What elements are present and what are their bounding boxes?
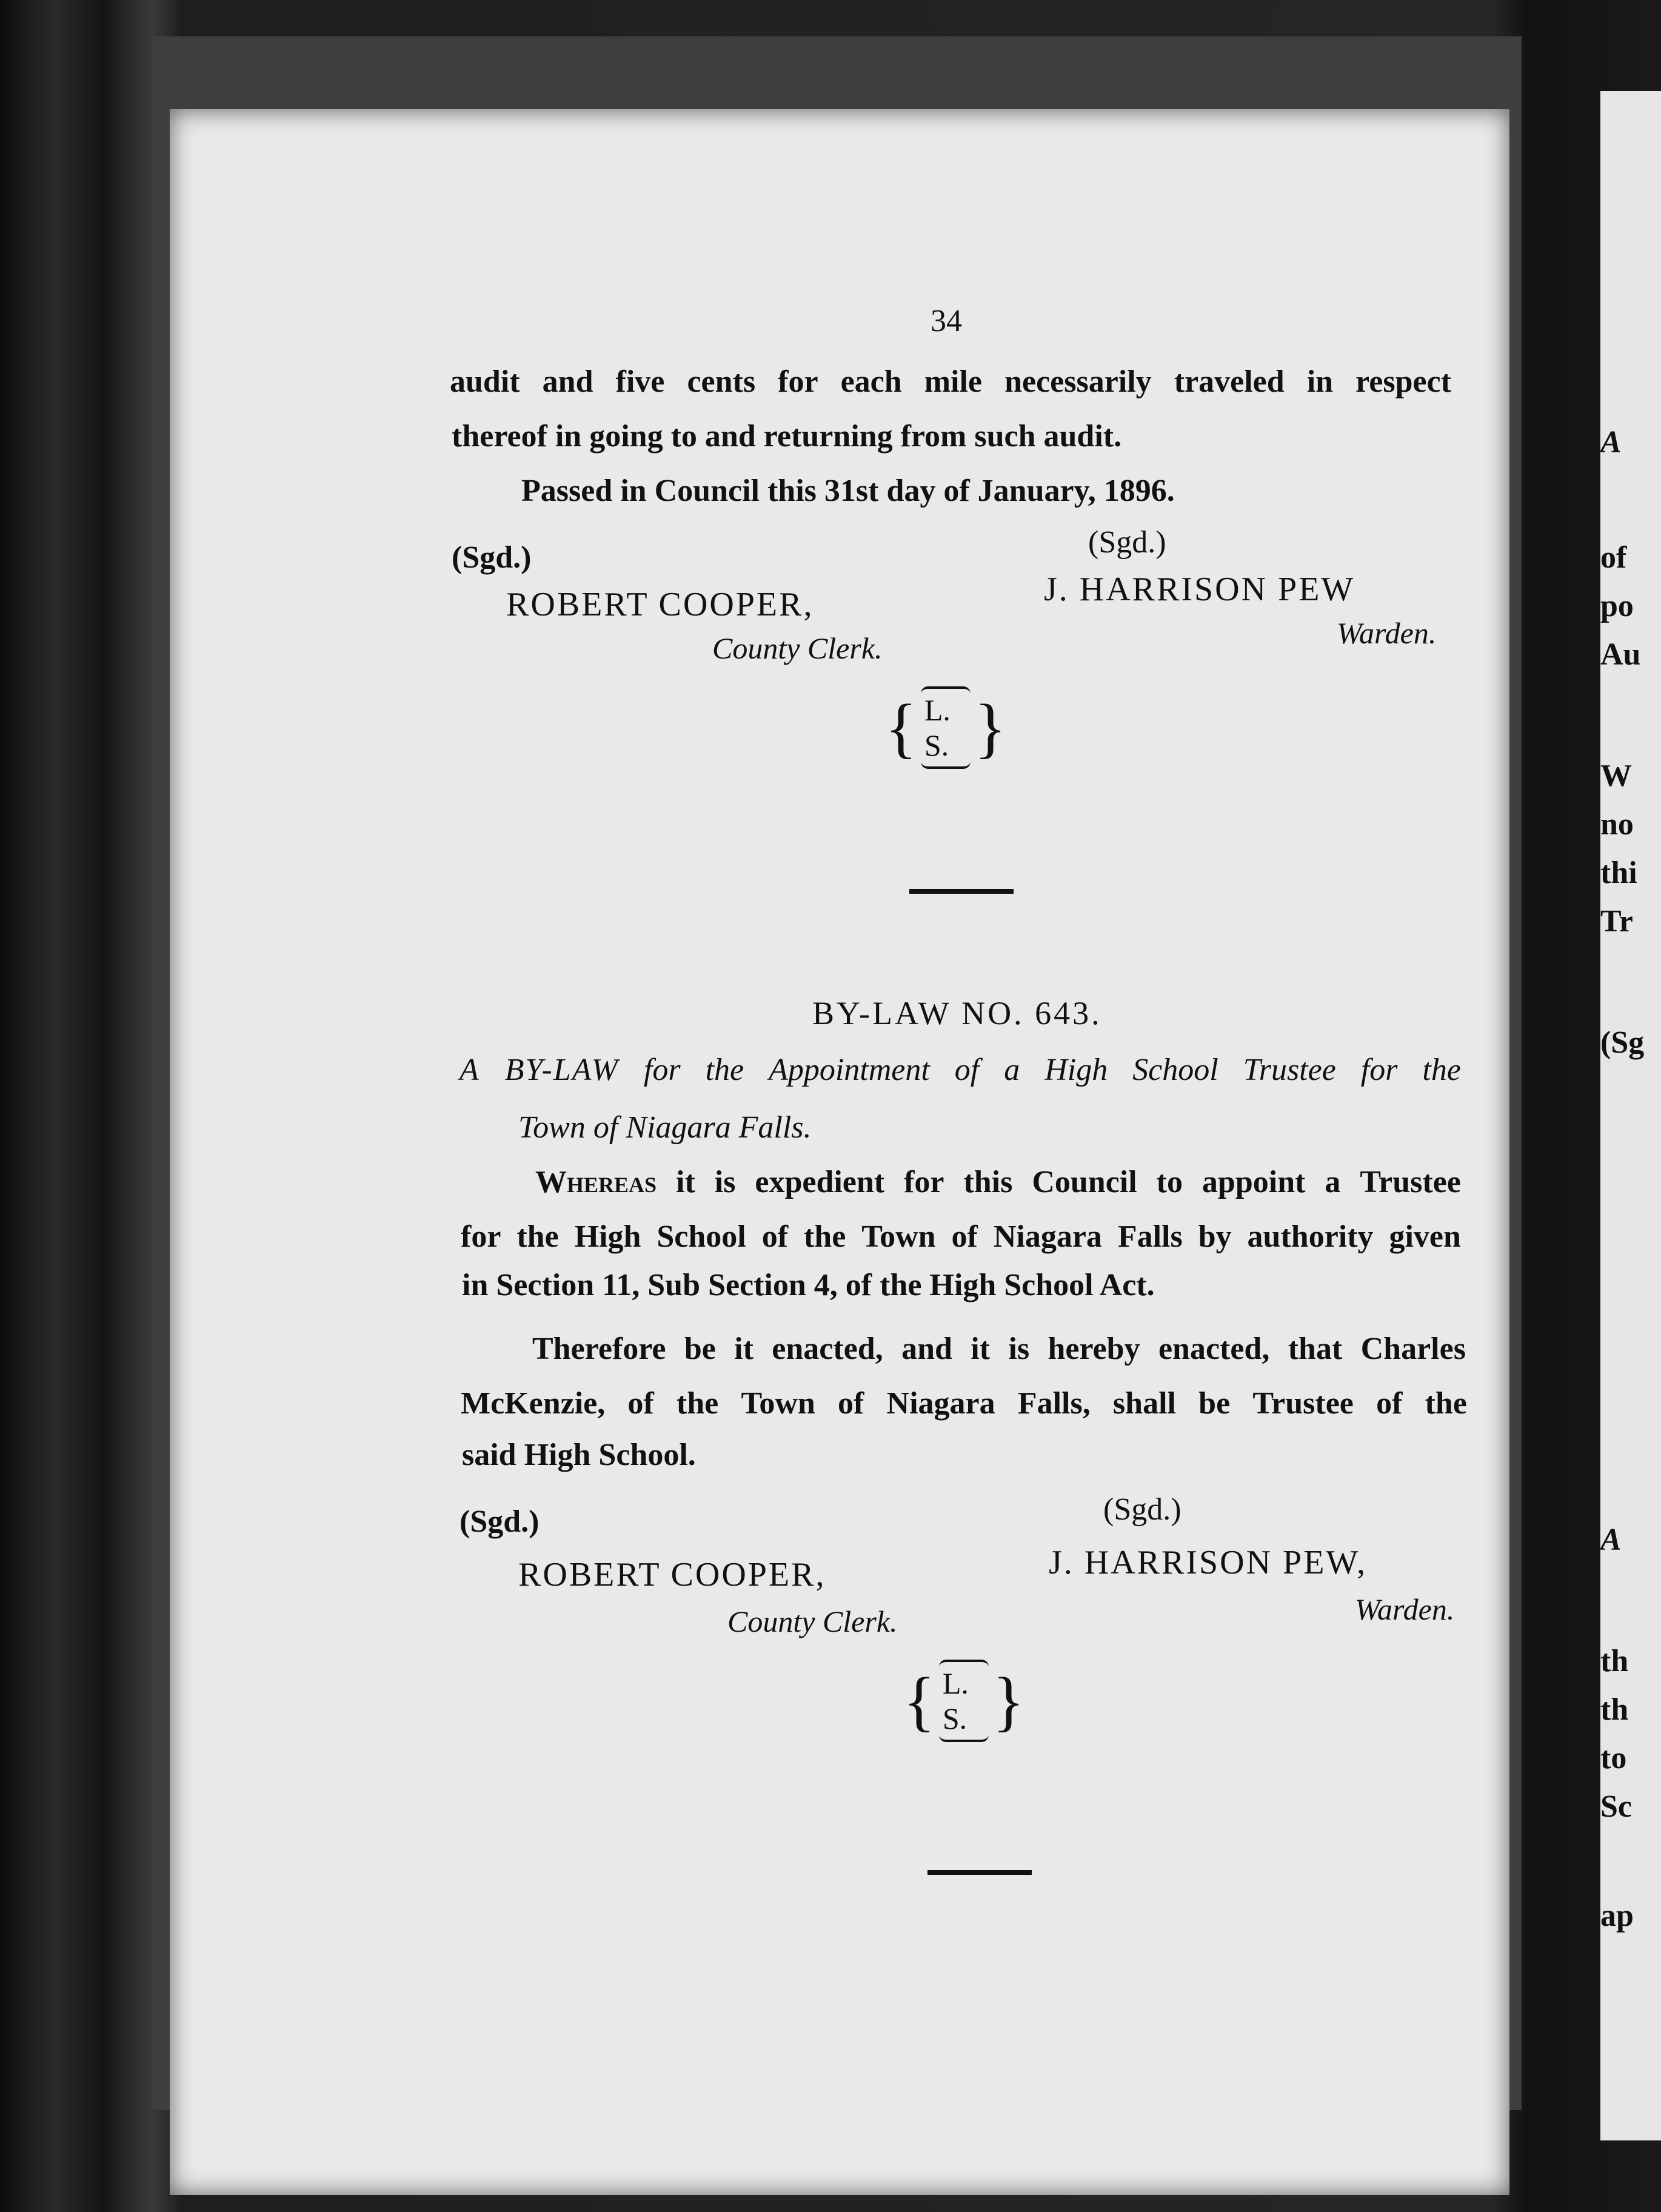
word: respect (1355, 364, 1451, 399)
word: School (1132, 1053, 1218, 1087)
word: a (1325, 1165, 1341, 1199)
word: it (734, 1332, 754, 1366)
word: be (684, 1332, 716, 1366)
word: the (803, 1219, 846, 1254)
word: necessarily (1004, 364, 1152, 399)
left-signatory-name: ROBERT COOPER, (518, 1556, 826, 1594)
adjacent-fragment: th (1600, 1692, 1629, 1727)
right-sgd-label: (Sgd.) (1088, 525, 1166, 560)
adjacent-fragment: ap (1600, 1899, 1634, 1933)
word: for (643, 1053, 681, 1087)
word: the (1425, 1386, 1467, 1421)
word: each (840, 364, 902, 399)
word: five (615, 364, 665, 399)
word: Town (741, 1386, 815, 1421)
word: Trustee (1360, 1165, 1461, 1199)
word: Trustee (1243, 1053, 1336, 1087)
bylaw-title: BY-LAW NO. 643. (812, 995, 1102, 1031)
bylaw-subtitle-line-2: Town of Niagara Falls. (518, 1110, 812, 1145)
word: hereby (1048, 1332, 1140, 1366)
seal-ls (903, 1664, 1024, 1737)
right-signatory-title: Warden. (1355, 1592, 1455, 1626)
word: cents (687, 364, 756, 399)
word: this (963, 1165, 1013, 1199)
adjacent-fragment: Sc (1600, 1789, 1632, 1824)
word: it (676, 1165, 695, 1199)
left-signatory-title: County Clerk. (712, 631, 883, 665)
therefore-line-3: said High School. (462, 1438, 696, 1472)
whereas-line-3: in Section 11, Sub Section 4, of the High School Act. (462, 1268, 1155, 1302)
section-divider (909, 889, 1014, 894)
continuation-line-1 (450, 364, 1451, 400)
left-signatory-name: ROBERT COOPER, (506, 586, 814, 623)
word: in (1306, 364, 1334, 399)
right-sgd-label: (Sgd.) (1103, 1492, 1181, 1527)
word: to (1156, 1165, 1183, 1199)
left-sgd-label: (Sgd.) (460, 1504, 540, 1539)
word: by (1198, 1219, 1232, 1254)
word: BY-LAW (504, 1053, 619, 1087)
word: expedient (755, 1165, 885, 1199)
adjacent-fragment: no (1600, 807, 1634, 842)
word: High (574, 1219, 641, 1254)
whereas-lead: Whereas (535, 1165, 657, 1199)
word: for (1360, 1053, 1398, 1087)
adjacent-fragment: W (1600, 759, 1632, 793)
word: the (705, 1053, 744, 1087)
word: Therefore (532, 1332, 666, 1366)
seal-open-brace: { (903, 1664, 935, 1738)
word: McKenzie, (461, 1386, 606, 1421)
seal-close-brace: } (974, 691, 1006, 765)
word: of (1376, 1386, 1403, 1421)
word: the (1422, 1053, 1461, 1087)
word: be (1198, 1386, 1231, 1421)
word: Appointment (769, 1053, 930, 1087)
adjacent-fragment: (Sg (1600, 1025, 1645, 1060)
word: of (954, 1053, 980, 1087)
word: it (971, 1332, 991, 1366)
adjacent-fragment: thi (1600, 856, 1637, 890)
word: a (1004, 1053, 1020, 1087)
word: Niagara (993, 1219, 1102, 1254)
adjacent-fragment: th (1600, 1644, 1629, 1678)
left-sgd-label: (Sgd.) (452, 540, 532, 575)
seal-text: L. S. (939, 1660, 989, 1742)
word: traveled (1174, 364, 1285, 399)
adjacent-fragment: Au (1600, 637, 1641, 672)
word: High (1044, 1053, 1108, 1087)
adjacent-fragment: po (1600, 589, 1634, 623)
section-divider (927, 1870, 1032, 1875)
passed-in-council-line: Passed in Council this 31st day of January, 1896. (521, 474, 1175, 508)
continuation-line-2: thereof in going to and returning from such audit. (452, 419, 1122, 454)
adjacent-fragment: of (1600, 540, 1627, 575)
right-signatory-name: J. HARRISON PEW (1044, 571, 1355, 608)
word: of (627, 1386, 654, 1421)
bylaw-subtitle-line-1 (460, 1052, 1461, 1088)
therefore-line-2 (461, 1386, 1467, 1421)
word: for (904, 1165, 944, 1199)
word: is (714, 1165, 736, 1199)
word: appoint (1201, 1165, 1306, 1199)
word: Town (861, 1219, 936, 1254)
word: Falls, (1017, 1386, 1091, 1421)
word: given (1389, 1219, 1461, 1254)
adjacent-fragment: A (1600, 1523, 1622, 1557)
word: audit (450, 364, 520, 399)
word: Council (1032, 1165, 1137, 1199)
word: and (901, 1332, 952, 1366)
adjacent-fragment: A (1600, 425, 1622, 460)
therefore-line-1 (532, 1331, 1466, 1367)
whereas-line-1 (535, 1164, 1461, 1200)
left-signatory-title: County Clerk. (727, 1604, 898, 1638)
adjacent-page (1600, 91, 1661, 2140)
whereas-line-2 (461, 1219, 1461, 1255)
seal-text: L. S. (921, 686, 971, 769)
word: of (951, 1219, 978, 1254)
word: Niagara (886, 1386, 995, 1421)
word: Falls (1117, 1219, 1183, 1254)
right-signatory-name: J. HARRISON PEW, (1049, 1544, 1368, 1581)
word: and (542, 364, 593, 399)
adjacent-fragment: Tr (1600, 904, 1633, 939)
word: mile (924, 364, 983, 399)
page-number: 34 (931, 304, 962, 338)
word: the (676, 1386, 719, 1421)
word: the (516, 1219, 559, 1254)
word: shall (1112, 1386, 1176, 1421)
word: A (460, 1053, 480, 1087)
word: authority (1247, 1219, 1374, 1254)
adjacent-fragment: to (1600, 1741, 1627, 1775)
word: for (778, 364, 818, 399)
word: is (1008, 1332, 1030, 1366)
word: of (838, 1386, 864, 1421)
word: of (761, 1219, 789, 1254)
word: School (657, 1219, 746, 1254)
word: for (461, 1219, 501, 1254)
seal-close-brace: } (992, 1664, 1024, 1738)
seal-open-brace: { (885, 691, 917, 765)
seal-ls (885, 691, 1006, 764)
word: Trustee (1252, 1386, 1354, 1421)
word: that (1288, 1332, 1343, 1366)
word: enacted, (1158, 1332, 1270, 1366)
word: enacted, (772, 1332, 883, 1366)
word: Charles (1360, 1332, 1466, 1366)
right-signatory-title: Warden. (1337, 616, 1437, 650)
